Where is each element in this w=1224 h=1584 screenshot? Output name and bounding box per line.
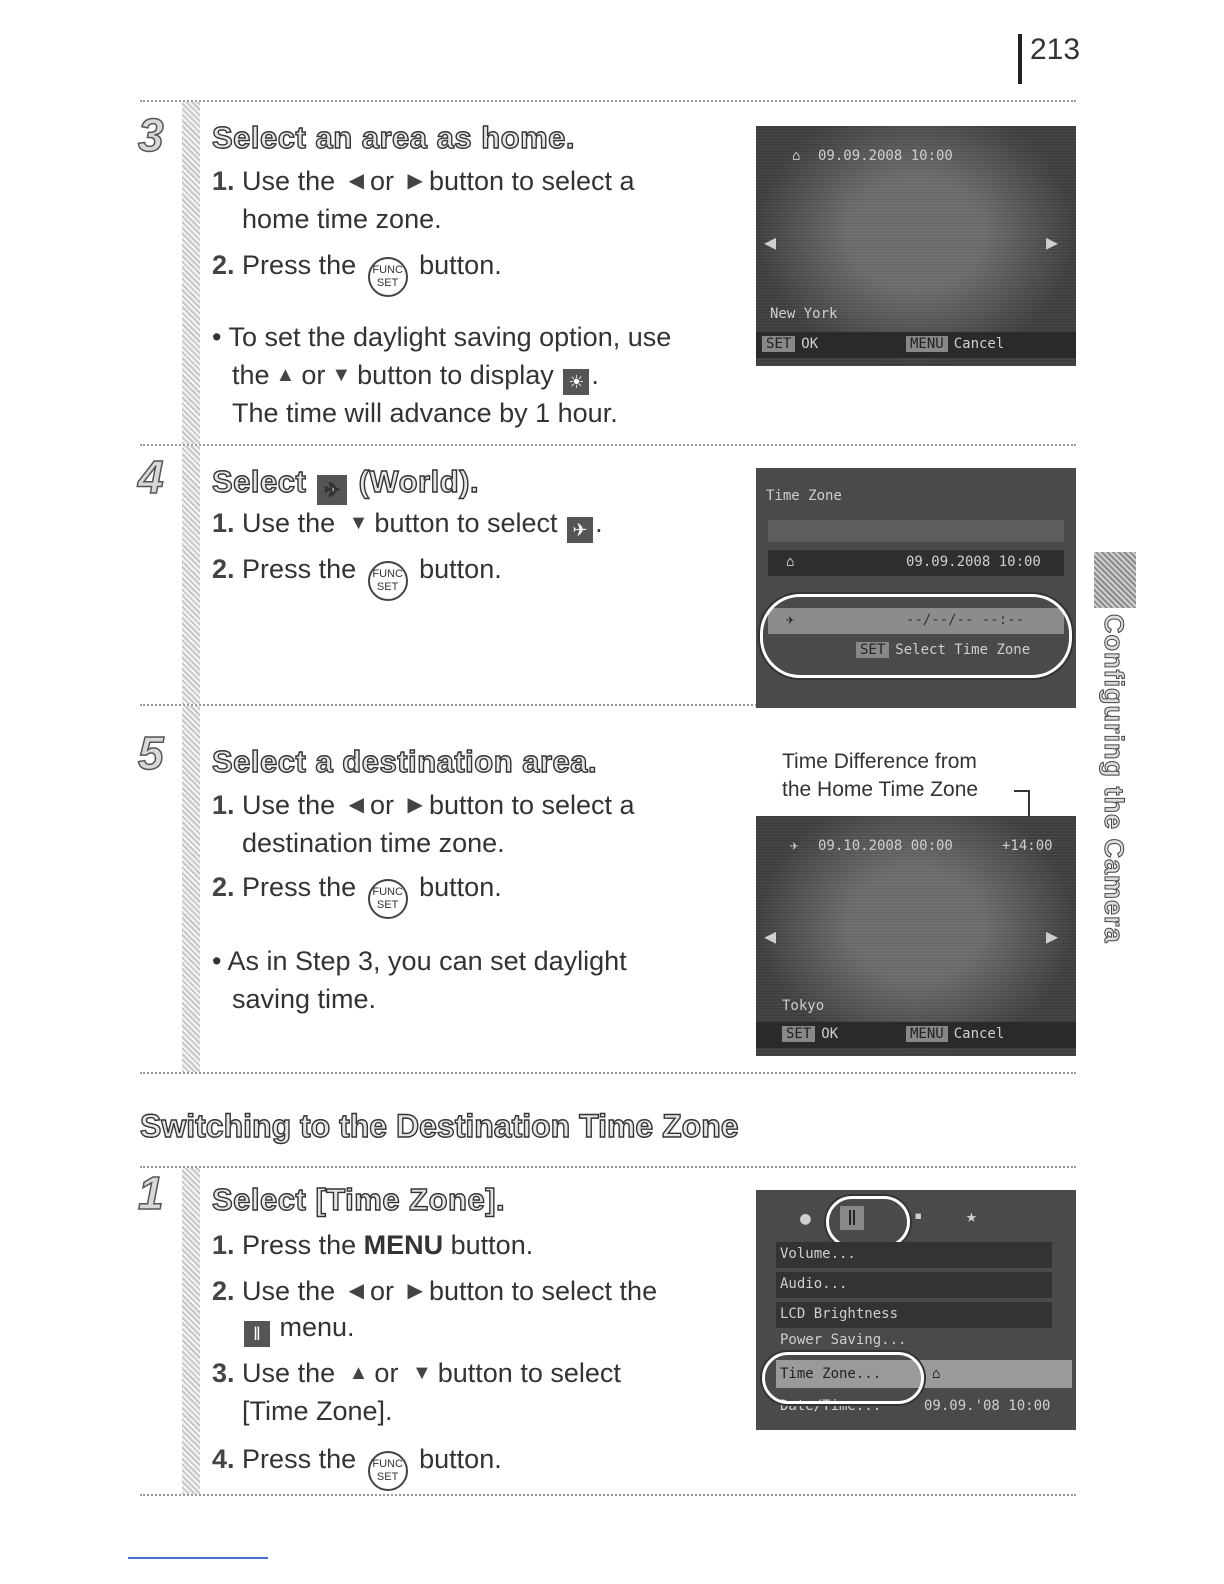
star-icon: ★	[966, 1206, 977, 1227]
left-arrow-icon: ◀	[348, 794, 365, 816]
camera-icon: ●	[800, 1208, 811, 1229]
caption-leader	[1014, 790, 1028, 792]
section-divider	[140, 1494, 1076, 1496]
step-bar	[182, 706, 200, 1072]
down-arrow-icon: ▼	[348, 512, 369, 534]
instruction-line: [Time Zone].	[242, 1396, 393, 1426]
instruction-line: destination time zone.	[242, 828, 505, 858]
up-arrow-icon: ▲	[348, 1362, 369, 1384]
func-set-button-icon: FUNC SET	[368, 257, 408, 297]
instruction-line: 1. Press the MENU button.	[212, 1230, 534, 1260]
down-arrow-icon: ▼	[331, 364, 352, 386]
right-arrow-icon: ▶	[407, 794, 423, 816]
instruction-line: 1. Use the ◀ or ▶ button to select a	[212, 790, 635, 820]
section-heading: Switching to the Destination Time Zone	[140, 1108, 739, 1144]
highlight-oval	[826, 1196, 910, 1248]
home-icon: ⌂	[786, 554, 795, 570]
bullet-line: saving time.	[232, 984, 377, 1014]
section-divider	[140, 444, 1076, 446]
screen-caption: the Home Time Zone	[782, 778, 979, 801]
func-set-button-icon: FUNC SET	[368, 879, 408, 919]
tools-menu-icon: ǁ	[840, 1206, 864, 1230]
down-arrow-icon: ▼	[411, 1362, 432, 1384]
step-number: 4	[138, 451, 164, 503]
right-arrow-icon: ▶	[407, 1280, 423, 1302]
camera-screen-destination-map: ✈ 09.10.2008 00:00 +14:00 ◀ ▶ Tokyo SET OK MENU Cancel	[756, 816, 1076, 1056]
instruction-line: 1. Use the ◀ or ▶ button to select a	[212, 166, 635, 196]
step-number: 3	[138, 109, 164, 161]
highlight-oval	[762, 1352, 924, 1404]
chapter-tab	[1094, 552, 1136, 608]
step-title: Select a destination area.	[212, 744, 598, 779]
func-set-button-icon: FUNC SET	[368, 561, 408, 601]
instruction-line: 2. Press the FUNC SET button.	[212, 872, 502, 919]
step-title: Select ✈ (World).	[212, 464, 479, 505]
step-number: 1	[138, 1167, 164, 1219]
instruction-line: ǁ menu.	[242, 1312, 355, 1347]
right-arrow-icon: ▶	[1046, 924, 1059, 948]
right-arrow-icon: ▶	[407, 170, 423, 192]
home-icon: ⌂	[932, 1366, 941, 1382]
section-divider	[140, 1166, 1076, 1168]
instruction-line: 2. Press the FUNC SET button.	[212, 250, 502, 297]
func-set-button-icon: FUNC SET	[368, 1451, 408, 1491]
section-divider	[140, 1072, 1076, 1074]
left-arrow-icon: ◀	[348, 170, 365, 192]
page-number: 213	[1018, 34, 1080, 84]
screen-caption: Time Difference from	[782, 750, 977, 773]
left-arrow-icon: ◀	[348, 1280, 365, 1302]
world-airplane-icon: ✈	[567, 517, 593, 543]
instruction-line: 2. Use the ◀ or ▶ button to select the	[212, 1276, 658, 1306]
chapter-label: Configuring the Camera	[1099, 614, 1129, 944]
airplane-icon: ✈	[790, 838, 799, 854]
step-title: Select an area as home.	[212, 120, 576, 155]
bullet-line: • As in Step 3, you can set daylight	[212, 946, 627, 976]
step-bar	[182, 1168, 200, 1494]
tools-menu-icon: ǁ	[244, 1321, 270, 1347]
step-number: 5	[138, 727, 164, 779]
left-arrow-icon: ◀	[764, 924, 777, 948]
footer-line	[128, 1557, 268, 1559]
print-icon: ▪	[914, 1208, 923, 1224]
bullet-line: the ▲ or ▼ button to display ☀ .	[232, 360, 599, 395]
bullet-line: • To set the daylight saving option, use	[212, 322, 672, 352]
step-title: Select [Time Zone].	[212, 1182, 506, 1217]
right-arrow-icon: ▶	[1046, 230, 1059, 254]
instruction-line: home time zone.	[242, 204, 442, 234]
daylight-saving-icon: ☀	[563, 369, 589, 395]
home-icon: ⌂	[792, 148, 801, 164]
instruction-line: 1. Use the ▼ button to select ✈ .	[212, 508, 603, 543]
instruction-line: 2. Press the FUNC SET button.	[212, 554, 502, 601]
bullet-line: The time will advance by 1 hour.	[232, 398, 618, 428]
world-airplane-icon: ✈	[317, 475, 347, 505]
step-bar	[182, 446, 200, 704]
camera-screen-time-zone: Time Zone ⌂ 09.09.2008 10:00 ✈ --/--/-- --:-- SET Select Time Zone	[756, 468, 1076, 708]
instruction-line: 4. Press the FUNC SET button.	[212, 1444, 502, 1491]
highlight-oval	[760, 594, 1072, 678]
airplane-icon: ✈	[786, 612, 795, 628]
instruction-line: 3. Use the ▲ or ▼ button to select	[212, 1358, 621, 1388]
section-divider	[140, 100, 1076, 102]
camera-screen-menu: ● ǁ ▪ ★ Volume... Audio... LCD Brightness Power Saving... Time Zone... ⌂ Date/Time... 09.09.'08 10:00	[756, 1190, 1076, 1430]
left-arrow-icon: ◀	[764, 230, 777, 254]
camera-screen-home-map: ⌂ 09.09.2008 10:00 ◀ ▶ New York SET OK MENU Cancel	[756, 126, 1076, 366]
step-bar	[182, 102, 200, 444]
up-arrow-icon: ▲	[275, 364, 296, 386]
